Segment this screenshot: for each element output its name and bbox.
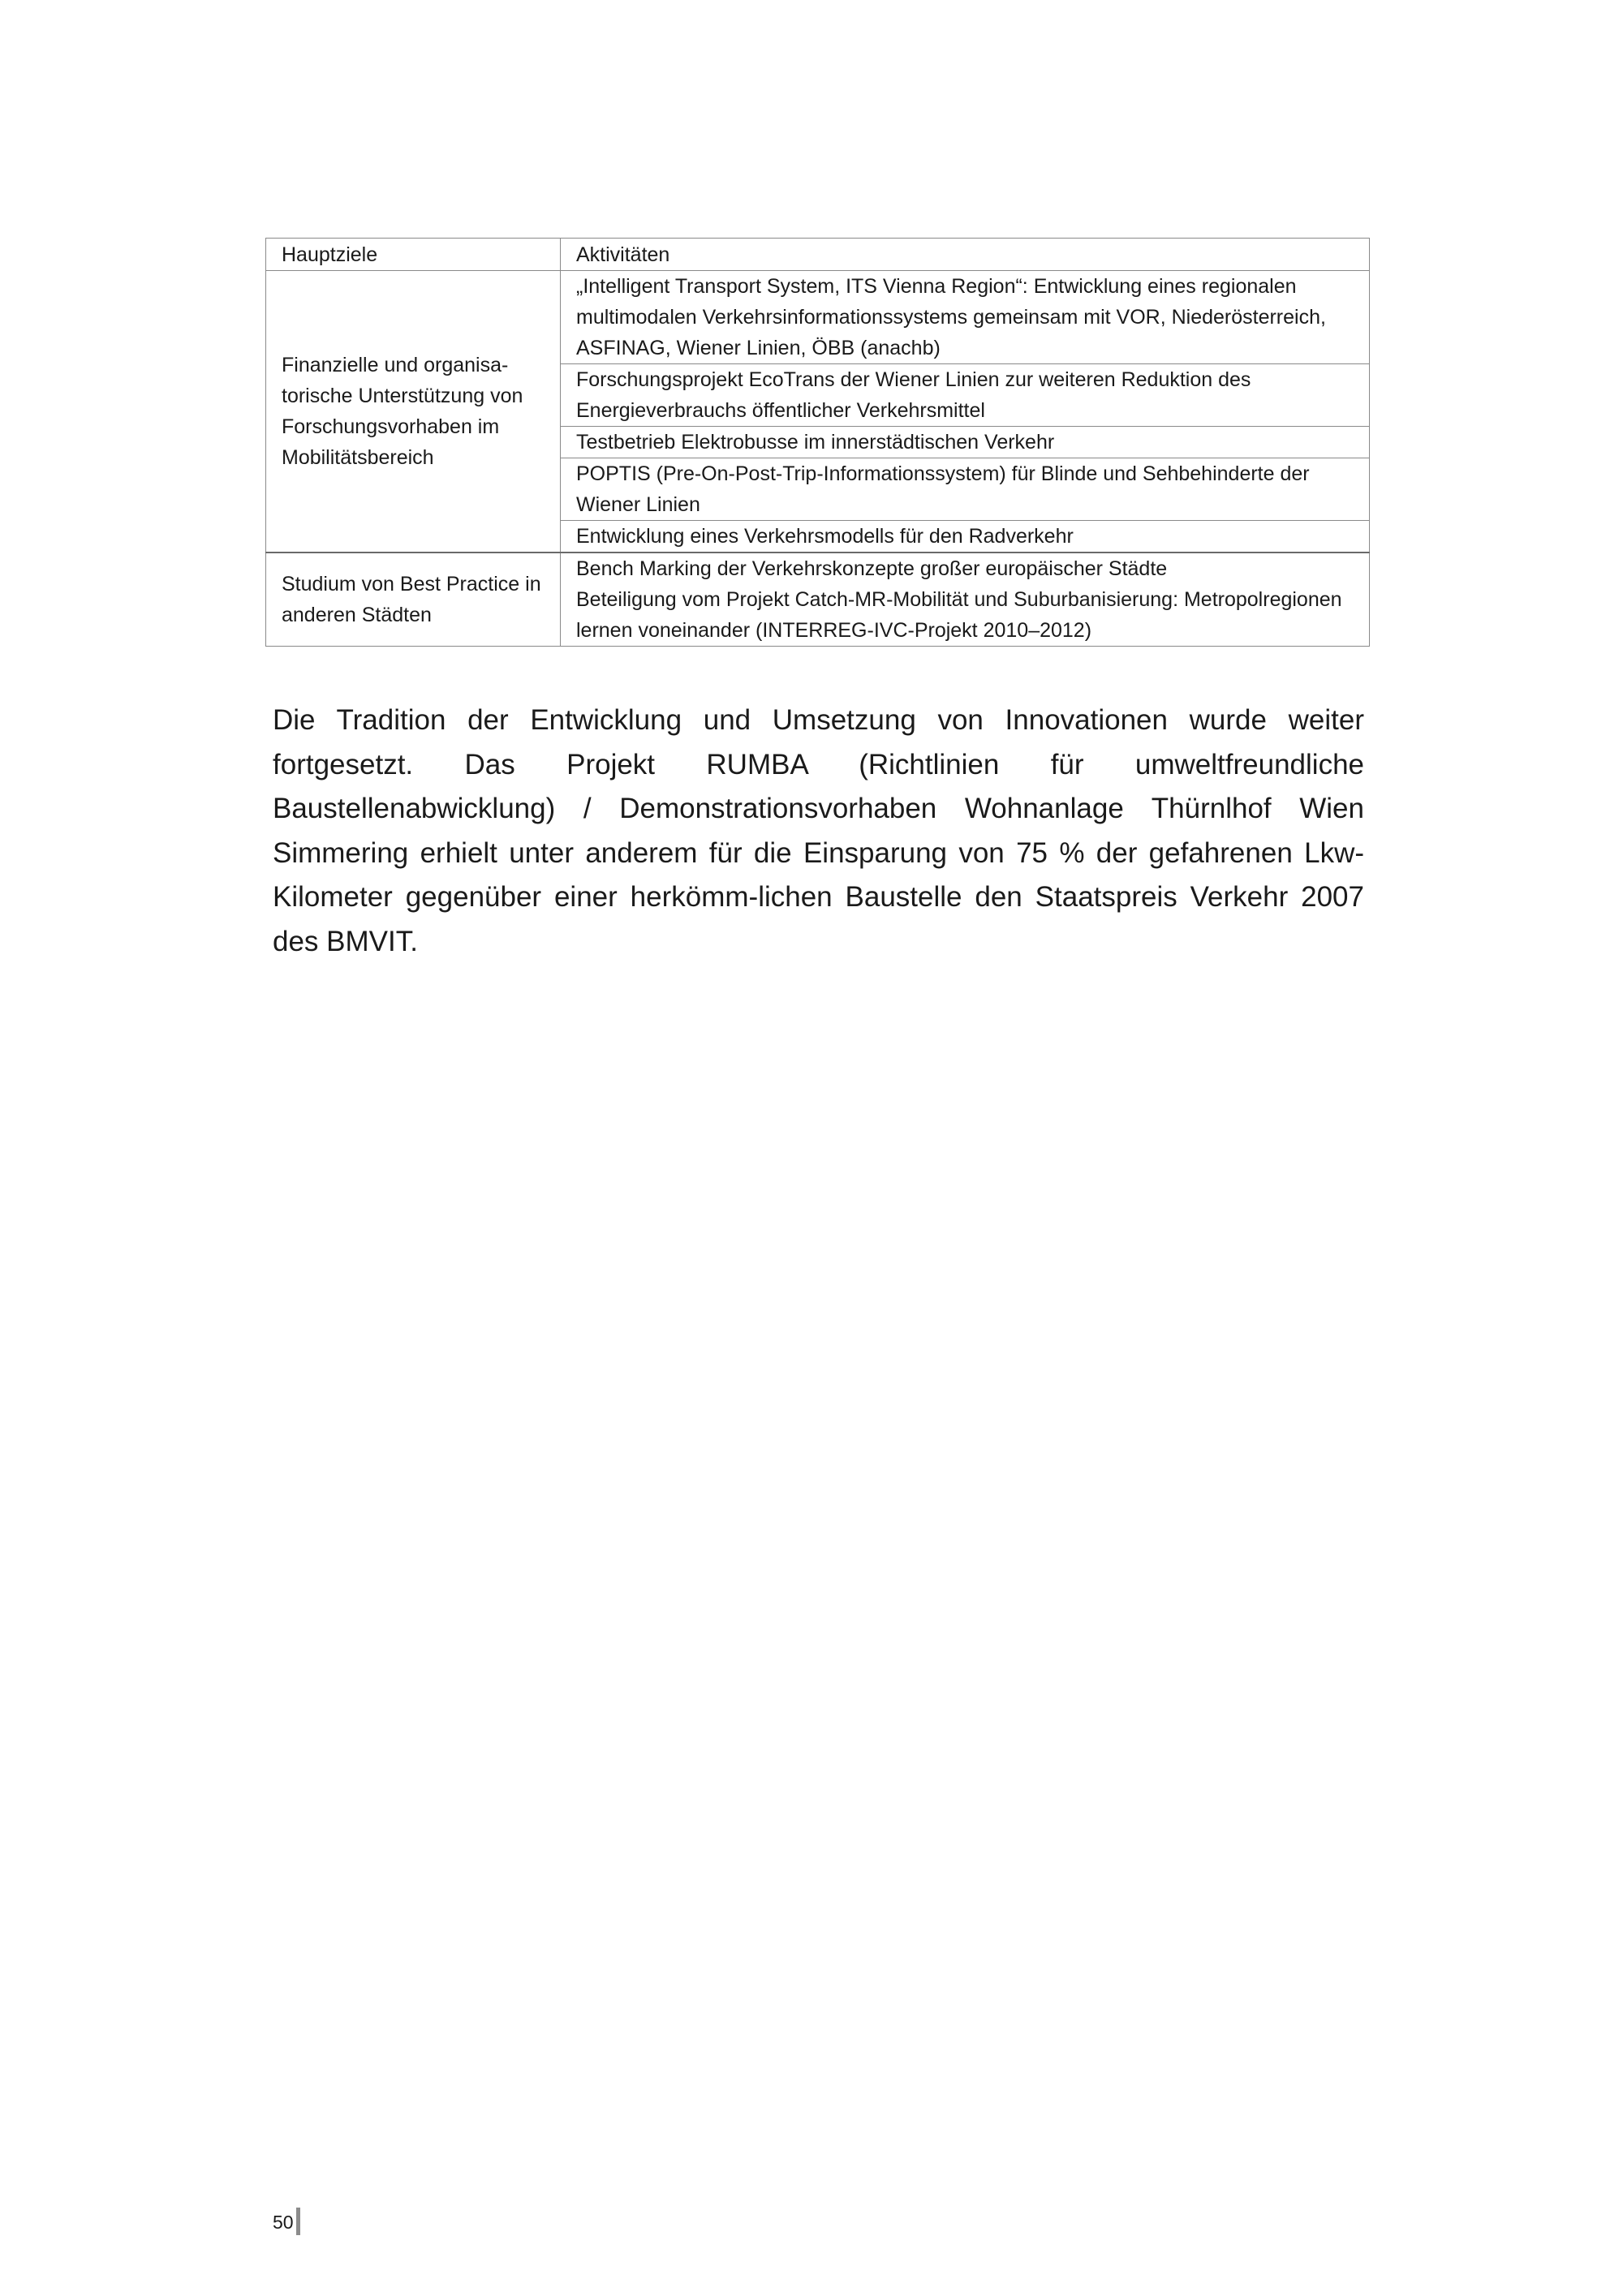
table-header-row	[266, 239, 1370, 271]
activity-cell: Forschungsprojekt EcoTrans der Wiener Linien zur weiteren Reduktion des Energieverbrauchs öffentlicher Verkehrsmittel	[561, 364, 1370, 427]
goal-cell: Finanzielle und organisa-torische Unterstützung von Forschungsvorhaben im Mobilitätsbereich	[266, 271, 561, 553]
activity-cell: Testbetrieb Elektrobusse im innerstädtischen Verkehr	[561, 427, 1370, 458]
page-number: 50	[273, 2212, 294, 2233]
goals-activities-table	[265, 238, 1370, 647]
header-hauptziele: Hauptziele	[266, 239, 561, 271]
goal-cell: Studium von Best Practice in anderen Städten	[266, 553, 561, 647]
activity-cell: Entwicklung eines Verkehrsmodells für den Radverkehr	[561, 521, 1370, 553]
activity-cell: Bench Marking der Verkehrskonzepte großer europäischer Städte	[561, 553, 1370, 584]
activity-cell: „Intelligent Transport System, ITS Vienna Region“: Entwicklung eines regionalen multimodalen Verkehrsinformationssystems gemeinsam mit VOR, Niederösterreich, ASFINAG, Wiener Linien, ÖBB (anachb)	[561, 271, 1370, 364]
activity-cell: POPTIS (Pre-On-Post-Trip-Informationssystem) für Blinde und Sehbehinderte der Wiener Linien	[561, 458, 1370, 521]
header-aktivitaeten: Aktivitäten	[561, 239, 1370, 271]
page-number-bar	[296, 2208, 300, 2235]
activity-cell: Beteiligung vom Projekt Catch-MR-Mobilität und Suburbanisierung: Metropolregionen lernen voneinander (INTERREG-IVC-Projekt 2010–2012)	[561, 584, 1370, 647]
table-row	[266, 553, 1370, 584]
table-row	[266, 271, 1370, 364]
body-paragraph: Die Tradition der Entwicklung und Umsetzung von Innovationen wurde weiter fortgesetzt. Das Projekt RUMBA (Richtlinien für umweltfreundliche Baustellenabwicklung) / Demonstrationsvorhaben Wohnanlage Thürnlhof Wien Simmering erhielt unter anderem für die Einsparung von 75 % der gefahrenen Lkw-Kilometer gegenüber einer herkömm-lichen Baustelle den Staatspreis Verkehr 2007 des BMVIT.	[273, 704, 1364, 957]
